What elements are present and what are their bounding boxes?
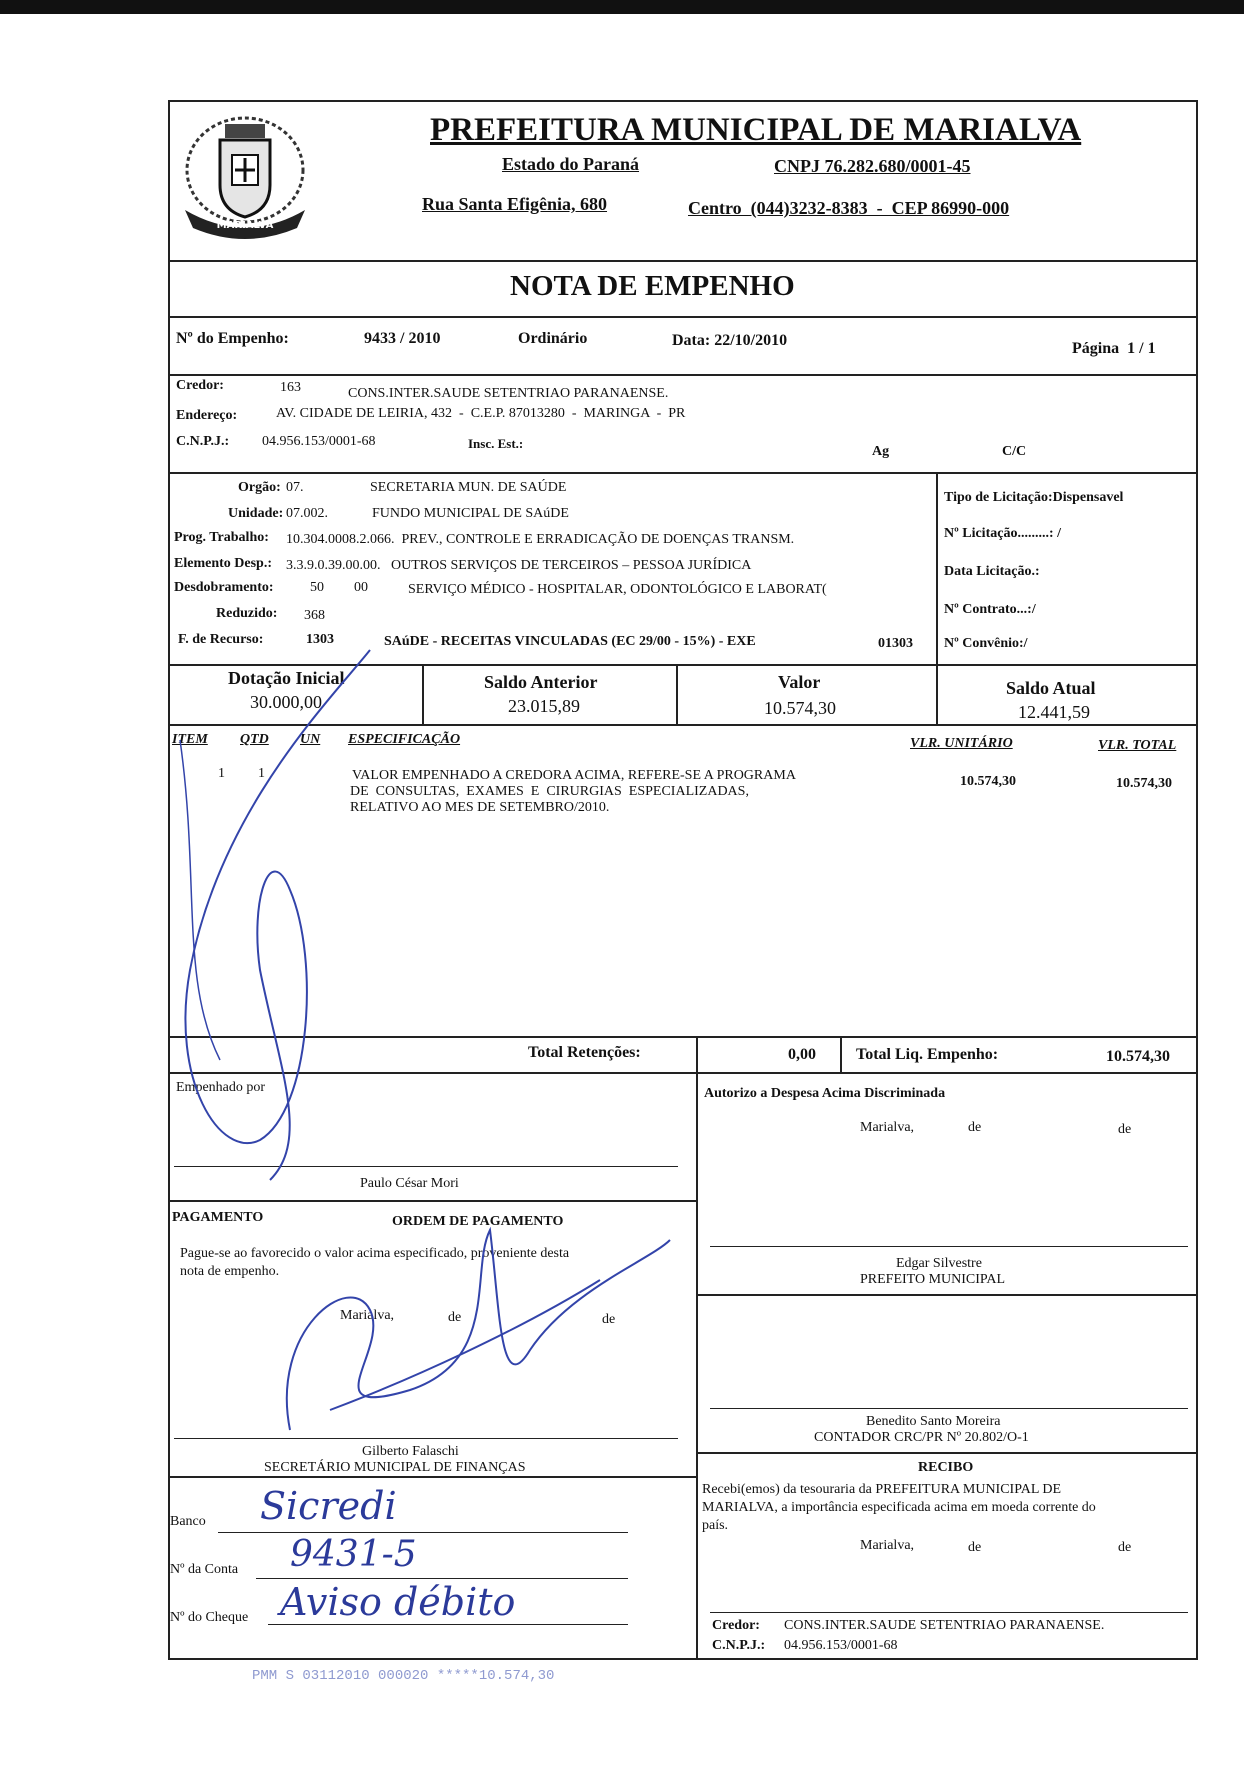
- account-handwritten: 9431-5: [290, 1534, 417, 1575]
- divider: [170, 664, 1196, 666]
- divider: [170, 260, 1196, 262]
- page-number: Página 1 / 1: [1072, 340, 1156, 357]
- divider: [170, 316, 1196, 318]
- bank-line: [218, 1532, 628, 1533]
- bank-label: Banco: [170, 1514, 206, 1529]
- contract-number: Nº Contrato...:/: [944, 602, 1036, 617]
- cnpj-label: C.N.P.J.:: [176, 434, 230, 449]
- creditor-address: AV. CIDADE DE LEIRIA, 432 - C.E.P. 87013280 - MARINGA - PR: [276, 406, 686, 421]
- desdobramento-value: SERVIÇO MÉDICO - HOSPITALAR, ODONTOLÓGICO E LABORAT(: [408, 582, 827, 597]
- account-line: [256, 1578, 628, 1579]
- empenho-date: Data: 22/10/2010: [672, 332, 788, 349]
- divider: [840, 1036, 842, 1072]
- empenho-number: 9433 / 2010: [364, 330, 441, 347]
- divider: [696, 1294, 1196, 1296]
- licitacao-number: Nº Licitação.........: /: [944, 526, 1061, 541]
- net-total-value: 10.574,30: [1106, 1048, 1170, 1065]
- divider: [170, 1200, 696, 1202]
- initial-allocation-value: 30.000,00: [250, 692, 322, 712]
- check-line: [268, 1624, 628, 1625]
- previous-balance-label: Saldo Anterior: [484, 672, 598, 692]
- divider: [696, 1072, 698, 1660]
- signature-line: [174, 1166, 678, 1167]
- committed-by-label: Empenhado por: [176, 1080, 266, 1095]
- orgao-label: Orgão:: [238, 480, 281, 495]
- street-address: Rua Santa Efigênia, 680: [422, 194, 608, 214]
- signature-line: [710, 1612, 1188, 1613]
- value-label: Valor: [778, 672, 821, 692]
- svg-text:MARIALVA: MARIALVA: [216, 220, 274, 231]
- address-label: Endereço:: [176, 408, 238, 423]
- item-description-line-2: DE CONSULTAS, EXAMES E CIRURGIAS ESPECIALIZADAS,: [350, 784, 749, 799]
- recurso-code-2: 01303: [878, 636, 913, 651]
- receipt-text-1: Recebi(emos) da tesouraria da PREFEITURA MUNICIPAL DE: [702, 1482, 1062, 1497]
- address-contact: Centro (044)3232-8383 - CEP 86990-000: [688, 198, 1010, 218]
- creditor-code: 163: [280, 380, 301, 395]
- divider: [170, 724, 1196, 726]
- account-number-label: Nº da Conta: [170, 1562, 239, 1577]
- insc-est-label: Insc. Est.:: [468, 436, 524, 451]
- city-cnpj: CNPJ 76.282.680/0001-45: [774, 156, 971, 176]
- divider: [696, 1036, 698, 1072]
- authorization-text: Autorizo a Despesa Acima Discriminada: [704, 1086, 946, 1101]
- item-quantity: 1: [258, 766, 265, 781]
- divider: [170, 1476, 696, 1478]
- current-balance-value: 12.441,59: [1018, 702, 1090, 722]
- payment-de-2: de: [602, 1312, 616, 1327]
- empenho-number-label: Nº do Empenho:: [176, 330, 289, 347]
- accountant-name: Benedito Santo Moreira: [866, 1414, 1001, 1429]
- divider: [676, 664, 678, 724]
- receipt-creditor-name: CONS.INTER.SAUDE SETENTRIAO PARANAENSE.: [784, 1618, 1105, 1633]
- licitacao-type: Tipo de Licitação:Dispensavel: [944, 490, 1124, 505]
- authorization-de-2: de: [1118, 1122, 1132, 1137]
- current-balance-label: Saldo Atual: [1006, 678, 1096, 698]
- header-un: UN: [300, 732, 321, 747]
- payment-section-label: PAGAMENTO: [172, 1210, 264, 1225]
- divider: [170, 472, 1196, 474]
- total-retentions-label: Total Retenções:: [528, 1044, 641, 1061]
- divider: [696, 1452, 1196, 1454]
- municipal-coat-of-arms-icon: [180, 110, 310, 245]
- receipt-cnpj-label: C.N.P.J.:: [712, 1638, 766, 1653]
- total-retentions-value: 0,00: [788, 1046, 816, 1063]
- divider: [170, 1072, 1196, 1074]
- orgao-name: SECRETARIA MUN. DE SAÚDE: [370, 480, 567, 495]
- divider: [422, 664, 424, 724]
- reduzido-value: 368: [304, 608, 325, 623]
- authorization-de-1: de: [968, 1120, 982, 1135]
- creditor-name: CONS.INTER.SAUDE SETENTRIAO PARANAENSE.: [348, 386, 669, 401]
- receipt-cnpj: 04.956.153/0001-68: [784, 1638, 898, 1653]
- prog-trabalho-value: 10.304.0008.2.066. PREV., CONTROLE E ERRADICAÇÃO DE DOENÇAS TRANSM.: [286, 532, 795, 547]
- payment-order-text-2: nota de empenho.: [180, 1264, 280, 1279]
- unidade-code: 07.002.: [286, 506, 328, 521]
- check-number-label: Nº do Cheque: [170, 1610, 249, 1625]
- finance-secretary-name: Gilberto Falaschi: [362, 1444, 459, 1459]
- divider: [170, 374, 1196, 376]
- creditor-label: Credor:: [176, 378, 224, 393]
- receipt-creditor-label: Credor:: [712, 1618, 760, 1633]
- recurso-value: SAúDE - RECEITAS VINCULADAS (EC 29/00 - 15%) - EXE: [384, 634, 756, 649]
- receipt-place: Marialva,: [860, 1538, 915, 1553]
- unidade-name: FUNDO MUNICIPAL DE SAúDE: [372, 506, 569, 521]
- receipt-title: RECIBO: [918, 1460, 974, 1475]
- empenho-type: Ordinário: [518, 330, 588, 347]
- bank-handwritten: Sicredi: [260, 1484, 397, 1528]
- divider: [936, 664, 938, 724]
- finance-secretary-title: SECRETÁRIO MUNICIPAL DE FINANÇAS: [264, 1460, 526, 1475]
- divider: [170, 1036, 1196, 1038]
- receipt-text-3: país.: [702, 1518, 729, 1533]
- agency-label: Ag: [872, 444, 890, 459]
- reduzido-label: Reduzido:: [216, 606, 278, 621]
- item-unit-value: 10.574,30: [960, 774, 1016, 789]
- account-label: C/C: [1002, 444, 1027, 459]
- payment-order-text-1: Pague-se ao favorecido o valor acima especificado, proveniente desta: [180, 1246, 570, 1261]
- city-hall-title: PREFEITURA MUNICIPAL DE MARIALVA: [430, 112, 1082, 148]
- nota-de-empenho-document: [168, 100, 1198, 1660]
- unidade-label: Unidade:: [228, 506, 284, 521]
- desdobramento-b: 00: [354, 580, 368, 595]
- scan-top-edge: [0, 0, 1244, 14]
- accountant-title: CONTADOR CRC/PR Nº 20.802/O-1: [814, 1430, 1029, 1445]
- receipt-text-2: MARIALVA, a importância especificada acima em moeda corrente do: [702, 1500, 1096, 1515]
- item-description-line-1: VALOR EMPENHADO A CREDORA ACIMA, REFERE-SE A PROGRAMA: [352, 768, 796, 783]
- licitacao-date: Data Licitação.:: [944, 564, 1040, 579]
- header-qtd: QTD: [240, 732, 269, 747]
- previous-balance-value: 23.015,89: [508, 696, 580, 716]
- orgao-code: 07.: [286, 480, 304, 495]
- desdobramento-a: 50: [310, 580, 324, 595]
- item-number: 1: [218, 766, 225, 781]
- signature-line: [710, 1246, 1188, 1247]
- payment-de-1: de: [448, 1310, 462, 1325]
- convenio-number: Nº Convênio:/: [944, 636, 1028, 651]
- signature-line: [174, 1438, 678, 1439]
- recurso-label: F. de Recurso:: [178, 632, 264, 647]
- net-total-label: Total Liq. Empenho:: [856, 1046, 999, 1063]
- header-specification: ESPECIFICAÇÃO: [348, 732, 461, 747]
- state-name: Estado do Paraná: [502, 154, 640, 174]
- document-title: NOTA DE EMPENHO: [510, 270, 795, 302]
- authorization-place: Marialva,: [860, 1120, 915, 1135]
- check-handwritten: Aviso débito: [280, 1580, 516, 1624]
- item-total-value: 10.574,30: [1116, 776, 1172, 791]
- divider: [936, 472, 938, 664]
- receipt-de-2: de: [1118, 1540, 1132, 1555]
- mayor-name: Edgar Silvestre: [896, 1256, 982, 1271]
- signature-line: [710, 1408, 1188, 1409]
- recurso-code: 1303: [306, 632, 334, 647]
- payment-place: Marialva,: [340, 1308, 395, 1323]
- mayor-title: PREFEITO MUNICIPAL: [860, 1272, 1006, 1287]
- elemento-label: Elemento Desp.:: [174, 556, 272, 571]
- initial-allocation-label: Dotação Inicial: [228, 668, 345, 688]
- elemento-value: 3.3.9.0.39.00.00. OUTROS SERVIÇOS DE TERCEIROS – PESSOA JURÍDICA: [286, 558, 752, 573]
- receipt-de-1: de: [968, 1540, 982, 1555]
- prog-trabalho-label: Prog. Trabalho:: [174, 530, 269, 545]
- committed-by-name: Paulo César Mori: [360, 1176, 459, 1191]
- creditor-cnpj: 04.956.153/0001-68: [262, 434, 376, 449]
- header-item: ITEM: [172, 732, 208, 747]
- desdobramento-label: Desdobramento:: [174, 580, 274, 595]
- header-total-value: VLR. TOTAL: [1098, 738, 1177, 753]
- payment-order-title: ORDEM DE PAGAMENTO: [392, 1214, 564, 1229]
- validation-stamp: PMM S 03112010 000020 *****10.574,30: [252, 1668, 555, 1684]
- value-amount: 10.574,30: [764, 698, 836, 718]
- header-unit-value: VLR. UNITÁRIO: [910, 736, 1013, 751]
- item-description-line-3: RELATIVO AO MES DE SETEMBRO/2010.: [350, 800, 610, 815]
